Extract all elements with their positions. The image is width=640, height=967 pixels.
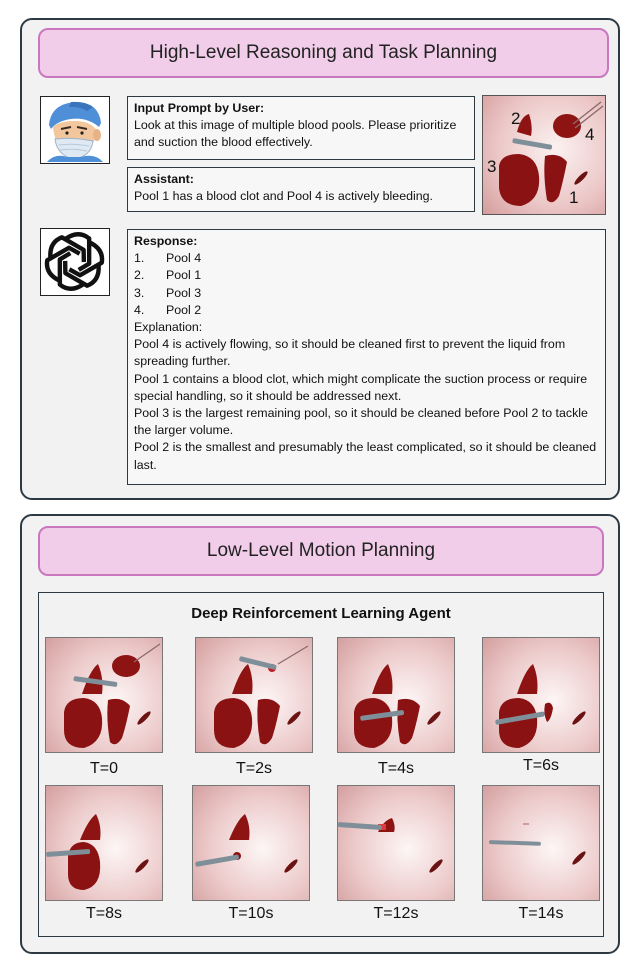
scene-label-2: 2 bbox=[511, 109, 521, 128]
frame-t8 bbox=[45, 785, 163, 901]
explanation-line: Pool 2 is the smallest and presumably the least complicated, so it should be cleaned last. bbox=[134, 440, 597, 472]
frame-label: T=10s bbox=[228, 905, 274, 922]
scene-label-1: 1 bbox=[569, 188, 579, 207]
scene-label-3: 3 bbox=[487, 157, 497, 176]
blood-pool-scene-image bbox=[482, 95, 606, 215]
scene-label-4: 4 bbox=[585, 125, 595, 144]
priority-item bbox=[134, 302, 599, 319]
frame-label: T=4s bbox=[377, 760, 414, 777]
frame-label: T=0 bbox=[89, 760, 118, 777]
rl-agent-title: Deep Reinforcement Learning Agent bbox=[191, 605, 451, 622]
priority-number: 4. bbox=[134, 302, 145, 317]
priority-pool: Pool 4 bbox=[166, 251, 202, 266]
high-level-banner: High-Level Reasoning and Task Planning bbox=[38, 28, 609, 78]
frame-t0 bbox=[45, 637, 163, 753]
openai-logo-icon bbox=[40, 228, 110, 296]
user-prompt-label: Input Prompt by User: bbox=[134, 101, 265, 115]
frame-t10 bbox=[192, 785, 310, 901]
assistant-text: Pool 1 has a blood clot and Pool 4 is actively bleeding. bbox=[134, 189, 433, 204]
response-label: Response: bbox=[134, 234, 198, 248]
priority-pool: Pool 3 bbox=[166, 285, 202, 300]
explanation-line: Pool 3 is the largest remaining pool, so it should be cleaned before Pool 2 to tackle the larger volume. bbox=[134, 406, 588, 438]
priority-number: 1. bbox=[134, 251, 145, 266]
user-prompt-box bbox=[127, 96, 475, 160]
priority-pool: Pool 1 bbox=[166, 268, 202, 283]
frame-t12 bbox=[337, 785, 455, 901]
surgeon-icon bbox=[40, 96, 110, 164]
low-level-banner: Low-Level Motion Planning bbox=[38, 526, 604, 576]
user-prompt-text: Look at this image of multiple blood pools. Please prioritize and suction the blood effectively. bbox=[134, 118, 457, 150]
frame-t4 bbox=[337, 637, 455, 753]
frame-t14 bbox=[482, 785, 600, 901]
explanation-line: Pool 1 contains a blood clot, which might complicate the suction process or require special handling, so it should be addressed next. bbox=[134, 371, 588, 403]
explanation-label: Explanation: bbox=[134, 320, 203, 335]
priority-pool: Pool 2 bbox=[166, 302, 202, 317]
explanation-line: Pool 4 is actively flowing, so it should be cleaned first to prevent the liquid from spreading further. bbox=[134, 337, 566, 369]
priority-number: 3. bbox=[134, 285, 145, 300]
priority-item bbox=[134, 267, 599, 284]
frame-label: T=14s bbox=[518, 905, 564, 922]
frame-t2 bbox=[195, 637, 313, 753]
frame-t6 bbox=[482, 637, 600, 753]
priority-item bbox=[134, 250, 599, 267]
assistant-label: Assistant: bbox=[134, 172, 194, 186]
frame-label: T=6s bbox=[522, 757, 559, 774]
frame-label: T=12s bbox=[373, 905, 419, 922]
response-box bbox=[127, 229, 606, 485]
frame-label: T=2s bbox=[235, 760, 272, 777]
priority-number: 2. bbox=[134, 268, 145, 283]
assistant-box bbox=[127, 167, 475, 212]
priority-item bbox=[134, 285, 599, 302]
frame-label: T=8s bbox=[85, 905, 122, 922]
